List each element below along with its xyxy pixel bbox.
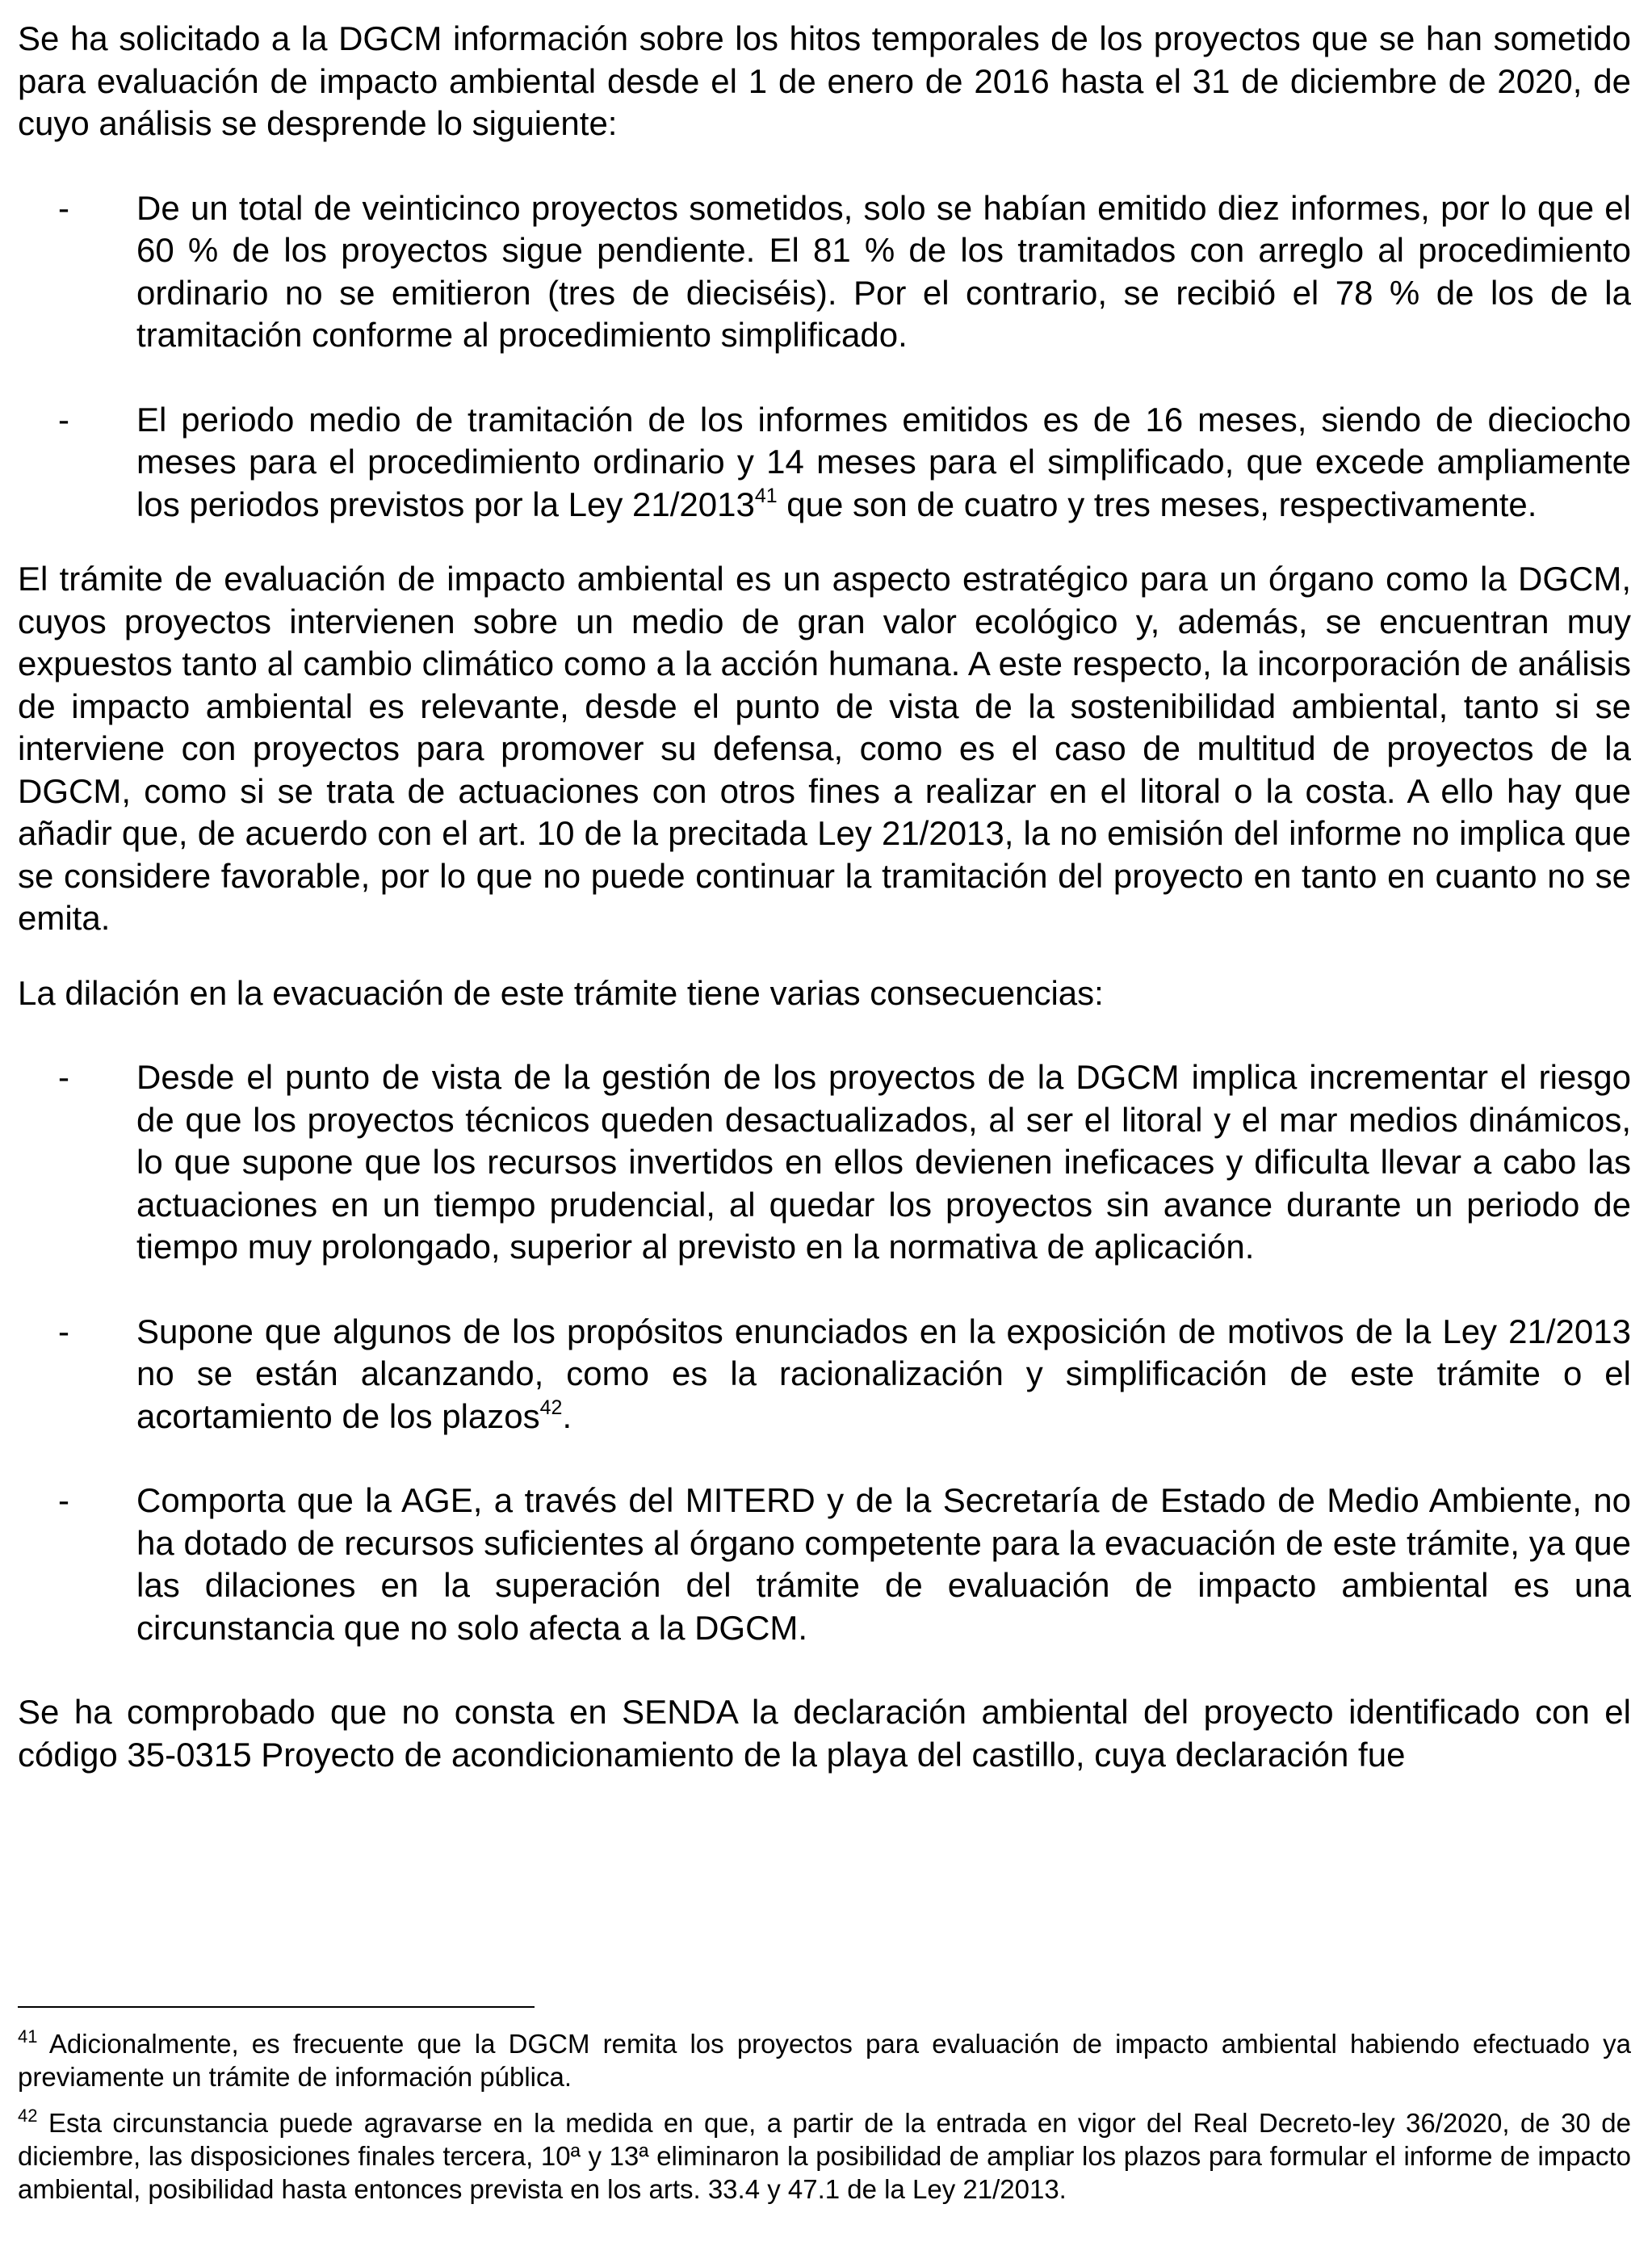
consequences-intro: La dilación en la evacuación de este trámite tiene varias consecuencias: xyxy=(18,973,1104,1012)
footnote-divider xyxy=(18,2006,535,2008)
list-item-text: El periodo medio de tramitación de los informes emitidos es de 16 meses, siendo de dieciocho meses para el procedimiento ordinario y 14 meses para el simplificado, que excede ampliamente los periodos previstos por la Ley 21/2013 xyxy=(136,400,1631,523)
senda-paragraph: Se ha comprobado que no consta en SENDA la declaración ambiental del proyecto identificado con el código 35-0315 Proyecto de acondicionamiento de la playa del castillo, cuya declaración fue xyxy=(18,1693,1631,1774)
bullet-dash: - xyxy=(58,400,69,439)
list-item xyxy=(18,1056,1631,1269)
list-item-text-cont: que son de cuatro y tres meses, respectivamente. xyxy=(777,485,1537,523)
list-item xyxy=(18,187,1631,357)
bullet-dash: - xyxy=(58,1481,69,1519)
bullet-dash: - xyxy=(58,1312,69,1350)
list-item-text: Supone que algunos de los propósitos enunciados en la exposición de motivos de la Ley 21/2013 no se están alcanzando, como es la racionalización y simplificación de este trámite o el acortamiento de los plazos xyxy=(136,1312,1631,1435)
document-page xyxy=(18,18,1631,1776)
bullet-dash: - xyxy=(58,188,69,227)
footnote-ref-41[interactable]: 41 xyxy=(754,484,778,507)
footnotes xyxy=(18,2027,1631,2206)
list-item-text: Comporta que la AGE, a través del MITERD y de la Secretaría de Estado de Medio Ambiente, no ha dotado de recursos suficientes al órgano competente para la evacuación de este trámite, ya que las dilaciones en la superación del trámite de evaluación de impacto ambiental es una circunstancia que no solo afecta a la DGCM. xyxy=(136,1481,1631,1647)
list-item xyxy=(18,399,1631,527)
list-item-text-cont: . xyxy=(562,1396,572,1435)
list-item xyxy=(18,1311,1631,1438)
footnote-number: 42 xyxy=(18,2106,38,2126)
bullet-dash: - xyxy=(58,1058,69,1096)
list-item-text: De un total de veinticinco proyectos sometidos, solo se habían emitido diez informes, por lo que el 60 % de los proyectos sigue pendiente. El 81 % de los tramitados con arreglo al procedimiento ordinario no se emitieron (tres de dieciséis). Por el contrario, se recibió el 78 % de los de la tramitación conforme al procedimiento simplificado. xyxy=(136,188,1631,354)
strategic-paragraph: El trámite de evaluación de impacto ambiental es un aspecto estratégico para un órgano como la DGCM, cuyos proyectos intervienen sobre un medio de gran valor ecológico y, además, se encuentran muy expuestos tanto al cambio climático como a la acción humana. A este respecto, la incorporación de análisis de impacto ambiental es relevante, desde el punto de vista de la sostenibilidad ambiental, tanto si se interviene con proyectos para promover su defensa, como es el caso de multitud de proyectos de la DGCM, como si se trata de actuaciones con otros fines a realizar en el litoral o la costa. A ello hay que añadir que, de acuerdo con el art. 10 de la precitada Ley 21/2013, la no emisión del informe no implica que se considere favorable, por lo que no puede continuar la tramitación del proyecto en tanto en cuanto no se emita. xyxy=(18,560,1631,937)
footnote-text: Adicionalmente, es frecuente que la DGCM remita los proyectos para evaluación de impacto ambiental habiendo efectuado ya previamente un trámite de información pública. xyxy=(18,2029,1631,2092)
intro-paragraph: Se ha solicitado a la DGCM información sobre los hitos temporales de los proyectos que se han sometido para evaluación de impacto ambiental desde el 1 de enero de 2016 hasta el 31 de diciembre de 2020, de cuyo análisis se desprende lo siguiente: xyxy=(18,19,1631,142)
list-item-text: Desde el punto de vista de la gestión de los proyectos de la DGCM implica incrementar el riesgo de que los proyectos técnicos queden desactualizados, al ser el litoral y el mar medios dinámicos, lo que supone que los recursos invertidos en ellos devienen ineficaces y dificulta llevar a cabo las actuaciones en un tiempo prudencial, al quedar los proyectos sin avance durante un periodo de tiempo muy prolongado, superior al previsto en la normativa de aplicación. xyxy=(136,1058,1631,1266)
footnote-42 xyxy=(18,2106,1631,2206)
footnote-number: 41 xyxy=(18,2026,38,2047)
list-item xyxy=(18,1480,1631,1649)
footnote-text: Esta circunstancia puede agravarse en la medida en que, a partir de la entrada en vigor del Real Decreto-ley 36/2020, de 30 de diciembre, las disposiciones finales tercera, 10ª y 13ª eliminaron la posibilidad de ampliar los plazos para formular el informe de impacto ambiental, posibilidad hasta entonces prevista en los arts. 33.4 y 47.1 de la Ley 21/2013. xyxy=(18,2108,1631,2204)
footnote-41 xyxy=(18,2027,1631,2093)
footnote-ref-42[interactable]: 42 xyxy=(539,1396,563,1419)
